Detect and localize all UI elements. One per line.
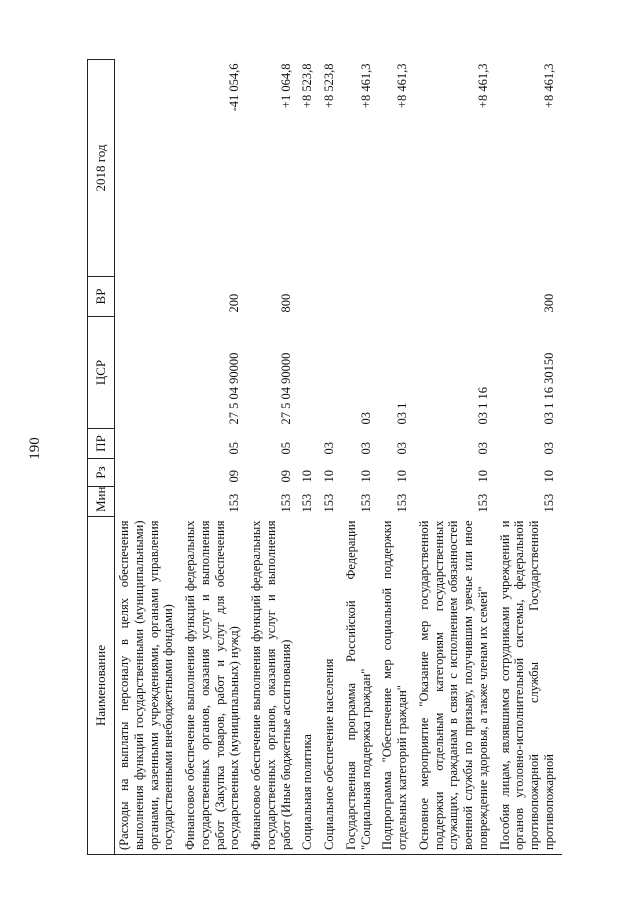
cell-min bbox=[115, 487, 182, 517]
cell-name: Основное мероприятие "Оказание мер государственной поддержки отдельным категориям государственных служащих, гражданам в связи с исполнением обязанностей военной службы по призыву, получившим увечье или иное повреждение здоровья, а также членам их семей" bbox=[416, 520, 490, 850]
cell-csr bbox=[115, 317, 182, 429]
table-row bbox=[342, 60, 379, 855]
header-pr: ПР bbox=[88, 429, 115, 459]
cell-min: 153 bbox=[475, 493, 490, 513]
cell-name: Подпрограмма "Обеспечение мер социальной поддержки отдельных категорий граждан" bbox=[380, 520, 409, 850]
cell-csr: 27 5 04 90000 bbox=[227, 352, 242, 425]
cell-min: 153 bbox=[300, 493, 315, 513]
cell-rz: 10 bbox=[475, 470, 490, 483]
cell-amount: +1 064,8 bbox=[278, 63, 293, 109]
table-row bbox=[378, 60, 415, 855]
cell-name: Финансовое обеспечение выполнения функций федеральных государственных органов, оказания услуг и выполнения работ (Иные бюджетные ассигнования) bbox=[249, 520, 293, 850]
cell-vr: 200 bbox=[227, 293, 242, 313]
cell-vr bbox=[378, 277, 415, 317]
table-row bbox=[320, 60, 342, 855]
cell-amount: -41 054,6 bbox=[227, 63, 242, 112]
cell-vr bbox=[342, 277, 379, 317]
cell-vr bbox=[320, 277, 342, 317]
table-header-row bbox=[88, 60, 115, 855]
cell-pr: 03 bbox=[541, 442, 556, 455]
cell-rz: 10 bbox=[300, 470, 315, 483]
header-vr: ВР bbox=[88, 277, 115, 317]
cell-pr: 03 bbox=[322, 442, 336, 455]
cell-min: 153 bbox=[395, 493, 409, 513]
header-min: Мин bbox=[88, 487, 115, 517]
cell-name: Пособия лицам, являвшимся сотрудниками учреждений и органов уголовно-исполнительной системы, федеральной противопожарной службы Государственной противопожарной bbox=[497, 520, 556, 850]
page-number: 190 bbox=[26, 437, 43, 460]
cell-min: 153 bbox=[358, 493, 373, 513]
cell-pr: 03 bbox=[395, 442, 409, 455]
cell-vr: 300 bbox=[541, 293, 556, 313]
rotated-budget-table-page bbox=[87, 60, 602, 855]
cell-amount: +8 461,3 bbox=[475, 63, 490, 109]
cell-csr: 03 1 16 bbox=[475, 387, 490, 425]
cell-amount: +8 461,3 bbox=[358, 63, 373, 109]
cell-rz bbox=[115, 459, 182, 487]
cell-csr bbox=[320, 317, 342, 429]
budget-table bbox=[87, 59, 562, 855]
table-row bbox=[298, 60, 320, 855]
cell-name: Государственная программа Российской Федерации "Социальная поддержка граждан" bbox=[343, 520, 373, 850]
cell-vr bbox=[298, 277, 320, 317]
cell-rz: 10 bbox=[358, 470, 373, 483]
cell-pr: 03 bbox=[475, 442, 490, 455]
table-row bbox=[496, 60, 562, 855]
header-year: 2018 год bbox=[88, 60, 115, 277]
cell-name: Финансовое обеспечение выполнения функций федеральных государственных органов, оказания услуг и выполнения работ (Закупка товаров, работ и услуг для обеспечения государственных (муниципальных) нужд) bbox=[183, 520, 242, 850]
cell-name: Социальная политика bbox=[300, 734, 315, 850]
table-body bbox=[115, 60, 562, 855]
cell-amount: +8 523,8 bbox=[322, 63, 336, 109]
cell-amount: +8 461,3 bbox=[541, 63, 556, 109]
cell-pr: 03 bbox=[358, 442, 373, 455]
cell-csr bbox=[298, 317, 320, 429]
header-rz: Рз bbox=[88, 459, 115, 487]
cell-pr bbox=[298, 429, 320, 459]
cell-pr bbox=[115, 429, 182, 459]
cell-min: 153 bbox=[322, 493, 336, 513]
cell-rz: 09 bbox=[227, 470, 242, 483]
cell-csr: 03 bbox=[358, 412, 373, 425]
cell-vr: 800 bbox=[278, 293, 293, 313]
cell-csr: 03 1 bbox=[395, 402, 409, 425]
cell-name: (Расходы на выплаты персоналу в целях обеспечения выполнения функций государственными (муниципальными) органами, казенными учреждениями, органами управления государственными внебюджетными фондами) bbox=[117, 520, 176, 850]
cell-pr: 05 bbox=[278, 442, 293, 455]
table-row bbox=[181, 60, 247, 855]
cell-min: 153 bbox=[541, 493, 556, 513]
table-row bbox=[247, 60, 298, 855]
cell-amount: +8 461,3 bbox=[395, 63, 409, 109]
cell-rz: 10 bbox=[395, 470, 409, 483]
cell-name: Социальное обеспечение населения bbox=[322, 658, 336, 850]
cell-amount bbox=[115, 60, 182, 277]
table-row bbox=[115, 60, 182, 855]
cell-min: 153 bbox=[278, 493, 293, 513]
table-row bbox=[415, 60, 496, 855]
cell-csr: 27 5 04 90000 bbox=[278, 352, 293, 425]
cell-pr: 05 bbox=[227, 442, 242, 455]
header-csr: ЦСР bbox=[88, 317, 115, 429]
cell-rz: 10 bbox=[322, 470, 336, 483]
header-name: Наименование bbox=[88, 517, 115, 855]
cell-min: 153 bbox=[227, 493, 242, 513]
cell-csr: 03 1 16 30150 bbox=[541, 352, 556, 425]
cell-rz: 09 bbox=[278, 470, 293, 483]
cell-rz: 10 bbox=[541, 470, 556, 483]
cell-vr bbox=[115, 277, 182, 317]
cell-amount: +8 523,8 bbox=[300, 63, 315, 109]
cell-vr bbox=[415, 277, 496, 317]
